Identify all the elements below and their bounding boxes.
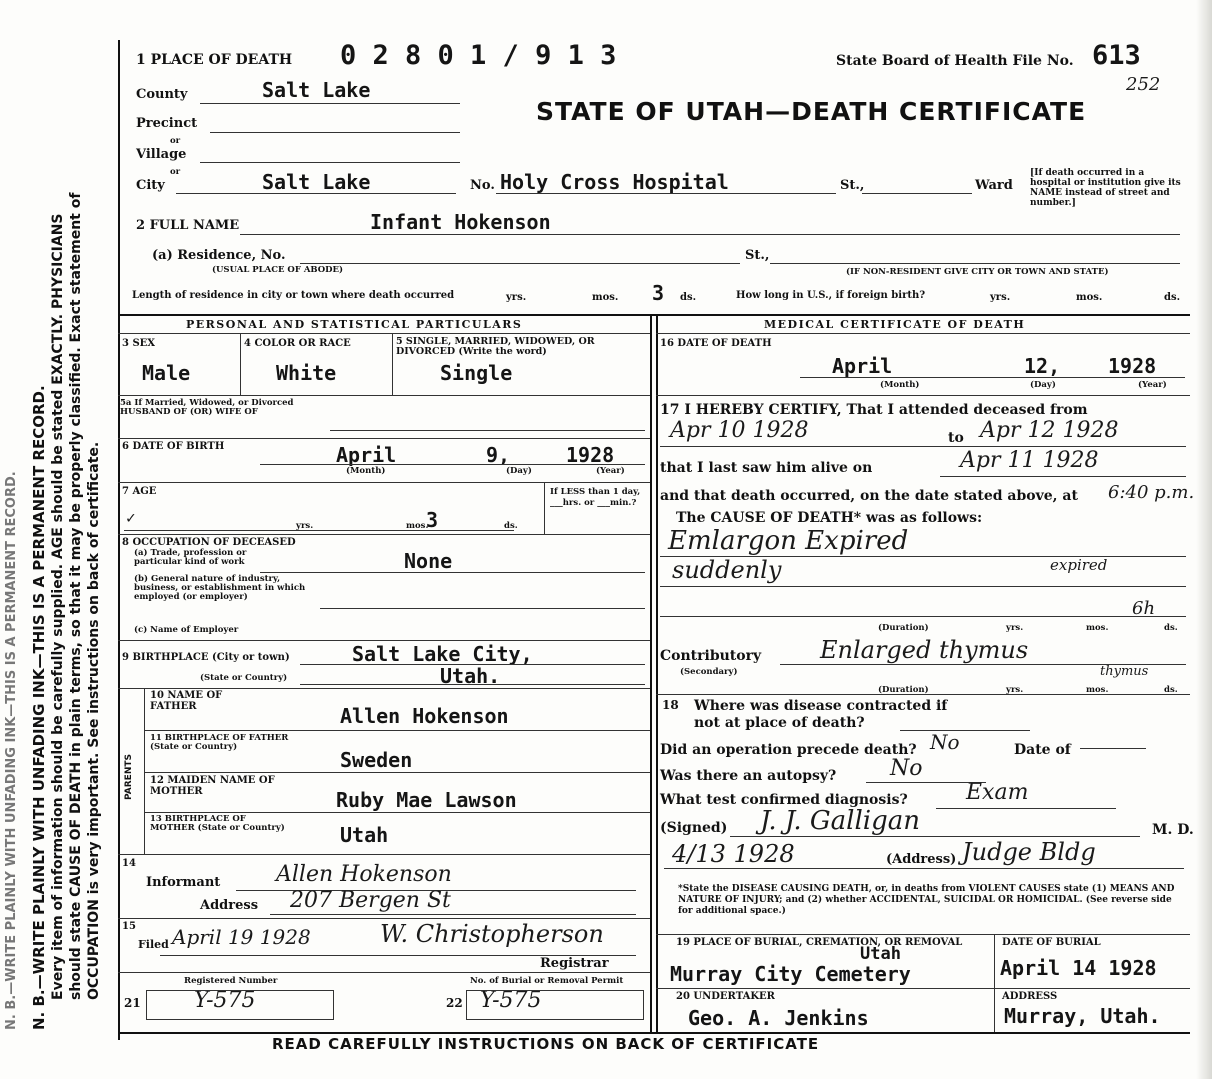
length-days-value: 3 — [652, 281, 665, 305]
test-label: What test confirmed diagnosis? — [660, 792, 908, 808]
physician-address: Judge Bldg — [962, 838, 1096, 866]
page-edge — [1196, 0, 1212, 1079]
dod-day: 12, — [1024, 354, 1061, 378]
registered-number: Y-575 — [194, 988, 256, 1013]
time-of-death: 6:40 p.m. — [1108, 482, 1195, 503]
file-no-label: State Board of Health File No. — [836, 53, 1074, 69]
dob-month-sub: (Month) — [346, 466, 386, 476]
duration-label-1: (Duration) — [878, 623, 929, 633]
side-instruction-faint: N. B.—WRITE PLAINLY WITH UNFADING INK—THIS IS A PERMANENT RECORD. — [4, 471, 19, 1030]
birthplace-state: Utah. — [440, 664, 501, 688]
ward-label: Ward — [975, 178, 1013, 193]
certify-text: 17 I HEREBY CERTIFY, That I attended deceased from — [660, 402, 1088, 418]
item-21: 21 — [124, 996, 141, 1010]
test-value: Exam — [966, 780, 1029, 805]
side-instruction-4: OCCUPATION is very important. See instructions on back of certificate. — [86, 441, 102, 1000]
attended-to-label: to — [948, 430, 964, 446]
item-18: 18 — [662, 698, 679, 712]
color-label: 4 COLOR OR RACE — [244, 338, 351, 349]
length-ds: ds. — [680, 292, 697, 303]
burial-permit-label: No. of Burial or Removal Permit — [470, 976, 624, 986]
street-no-label: No. — [470, 178, 495, 193]
ward-note: [If death occurred in a hospital or institution give its NAME instead of street and number.] — [1030, 168, 1181, 208]
us-yrs: yrs. — [990, 292, 1011, 303]
county-label: County — [136, 87, 188, 102]
age-ds: ds. — [504, 521, 518, 531]
duration-ds-2: ds. — [1164, 685, 1178, 695]
burial-permit-number: Y-575 — [480, 988, 542, 1013]
residence-sublabel: (USUAL PLACE OF ABODE) — [212, 265, 344, 275]
contributory-note: thymus — [1100, 664, 1149, 679]
filed-date: April 19 1928 — [172, 925, 311, 949]
occupation-c-label: (c) Name of Employer — [134, 625, 239, 635]
contributory-label: Contributory — [660, 648, 762, 664]
attended-from: Apr 10 1928 — [670, 418, 809, 443]
place-of-death-label: 1 PLACE OF DEATH — [136, 52, 293, 68]
duration-ds-1: ds. — [1164, 623, 1178, 633]
nonresident-note: (IF NON-RESIDENT GIVE CITY OR TOWN AND STATE) — [846, 267, 1109, 277]
duration-yrs-2: yrs. — [1006, 685, 1024, 695]
death-occurred-text: and that death occurred, on the date stated above, at — [660, 488, 1078, 504]
item-15: 15 — [122, 921, 136, 932]
city-label: City — [136, 178, 165, 193]
age-label: 7 AGE — [122, 486, 157, 497]
contributory-value: Enlarged thymus — [820, 636, 1029, 664]
age-mos: mos. — [406, 521, 429, 531]
birthplace-sublabel: (State or Country) — [200, 673, 288, 683]
cause-note: *State the DISEASE CAUSING DEATH, or, in deaths from VIOLENT CAUSES state (1) MEANS AND NATURE OF INJURY; and (2) whether ACCIDENTAL, SUICIDAL OR HOMICIDAL. (See reverse side for additional space.) — [678, 884, 1175, 916]
registered-number-label: Registered Number — [184, 976, 278, 986]
duration-yrs-1: yrs. — [1006, 623, 1024, 633]
side-instruction-1: N. B.—WRITE PLAINLY WITH UNFADING INK—THIS IS A PERMANENT RECORD. — [30, 385, 48, 1030]
sex-value: Male — [142, 361, 191, 385]
cause-line-1: Emlargon Expired — [668, 526, 909, 556]
undertaker-label: 20 UNDERTAKER — [676, 991, 775, 1002]
age-months-value: 3 — [426, 508, 439, 532]
dob-label: 6 DATE OF BIRTH — [122, 441, 225, 452]
dob-day: 9, — [486, 443, 511, 467]
attended-to: Apr 12 1928 — [980, 418, 1119, 443]
dod-year-sub: (Year) — [1138, 380, 1167, 390]
certificate-title: STATE OF UTAH—DEATH CERTIFICATE — [536, 97, 1087, 126]
age-yrs: yrs. — [296, 521, 314, 531]
item-22: 22 — [446, 996, 463, 1010]
duration-label-2: (Duration) — [878, 685, 929, 695]
mother-birthplace-value: Utah — [340, 823, 389, 847]
occupation-value: None — [404, 549, 453, 573]
us-ds: ds. — [1164, 292, 1181, 303]
item-14: 14 — [122, 858, 136, 869]
undertaker-address-label: ADDRESS — [1002, 991, 1058, 1002]
father-birthplace-value: Sweden — [340, 748, 413, 772]
duration-mos-2: mos. — [1086, 685, 1109, 695]
father-value: Allen Hokenson — [340, 704, 509, 728]
dob-year-sub: (Year) — [596, 466, 625, 476]
precinct-label: Precinct — [136, 116, 198, 131]
county-value: Salt Lake — [262, 78, 371, 102]
or-2: or — [170, 167, 181, 177]
signed-label: (Signed) — [660, 820, 728, 836]
burial-place-label: 19 PLACE OF BURIAL, CREMATION, OR REMOVAL — [676, 937, 963, 948]
length-residence-label: Length of residence in city or town where death occurred — [132, 290, 455, 301]
marital-label: 5 SINGLE, MARRIED, WIDOWED, OR DIVORCED (Write the word) — [396, 336, 595, 357]
marital-value: Single — [440, 361, 513, 385]
file-no: 613 — [1092, 40, 1141, 71]
footer-instructions: READ CAREFULLY INSTRUCTIONS ON BACK OF CERTIFICATE — [272, 1035, 820, 1053]
date-of-death-label: 16 DATE OF DEATH — [660, 338, 772, 349]
city-value: Salt Lake — [262, 170, 371, 194]
less-than-label: If LESS than 1 day, ___hrs. or ___min.? — [550, 487, 641, 508]
side-instruction-3: should state CAUSE OF DEATH in plain terms, so that it may be properly classified. Exact statement of — [68, 192, 84, 1000]
how-long-us-label: How long in U.S., if foreign birth? — [736, 290, 926, 301]
dod-day-sub: (Day) — [1030, 380, 1056, 390]
informant-address: 207 Bergen St — [290, 888, 451, 913]
cause-line-2: suddenly — [672, 556, 782, 584]
cause-line-2-note: expired — [1050, 556, 1108, 574]
medical-section-title: MEDICAL CERTIFICATE OF DEATH — [764, 318, 1026, 331]
burial-date-label: DATE OF BURIAL — [1002, 937, 1101, 948]
physician-signature: J. J. Galligan — [760, 806, 920, 836]
registrar-label: Registrar — [540, 956, 609, 971]
dod-year: 1928 — [1108, 354, 1157, 378]
md-label: M. D. — [1152, 822, 1194, 838]
file-no-handwritten: 252 — [1126, 74, 1161, 95]
filed-label: Filed — [138, 938, 169, 951]
dob-day-sub: (Day) — [506, 466, 532, 476]
burial-state: Utah — [860, 944, 901, 964]
length-mos: mos. — [592, 292, 619, 303]
autopsy-value: No — [890, 756, 923, 781]
street-label: St., — [840, 178, 865, 193]
residence-label: (a) Residence, No. — [152, 248, 286, 263]
physician-address-label: (Address) — [886, 852, 957, 867]
or-1: or — [170, 136, 181, 146]
village-label: Village — [136, 147, 187, 162]
birthplace-label: 9 BIRTHPLACE (City or town) — [122, 652, 290, 663]
residence-street-label: St., — [745, 248, 770, 263]
parents-label: PARENTS — [124, 754, 134, 800]
informant-address-label: Address — [200, 898, 259, 913]
secondary-label: (Secondary) — [680, 667, 738, 677]
signed-date: 4/13 1928 — [672, 840, 795, 868]
dob-month: April — [336, 443, 397, 467]
full-name-label: 2 FULL NAME — [136, 218, 240, 233]
us-mos: mos. — [1076, 292, 1103, 303]
sex-label: 3 SEX — [122, 338, 156, 349]
dod-month-sub: (Month) — [880, 380, 920, 390]
father-label: 10 NAME OF FATHER — [150, 690, 223, 712]
registrar-signature: W. Christopherson — [380, 920, 604, 948]
undertaker-value: Geo. A. Jenkins — [688, 1006, 869, 1030]
duration-value: 6h — [1132, 598, 1156, 619]
side-instruction-2: Every item of information should be carefully supplied. AGE should be stated EXACTLY. PHYSICIANS — [50, 213, 66, 1000]
hospital-value: Holy Cross Hospital — [500, 170, 729, 194]
occupation-a-label: (a) Trade, profession or particular kind of work — [134, 548, 247, 567]
occupation-b-label: (b) General nature of industry, business, or establishment in which employed (or employer) — [134, 574, 306, 602]
birthplace-city: Salt Lake City, — [352, 642, 533, 666]
last-saw-date: Apr 11 1928 — [960, 448, 1099, 473]
burial-date-value: April 14 1928 — [1000, 956, 1157, 980]
operation-value: No — [930, 730, 960, 754]
mother-birthplace-label: 13 BIRTHPLACE OF MOTHER (State or Country) — [150, 814, 285, 833]
dob-year: 1928 — [566, 443, 615, 467]
occupation-label: 8 OCCUPATION OF DECEASED — [122, 537, 296, 548]
color-value: White — [276, 361, 337, 385]
father-birthplace-label: 11 BIRTHPLACE OF FATHER (State or Country) — [150, 733, 289, 752]
cause-of-death-label: The CAUSE OF DEATH* was as follows: — [676, 510, 983, 526]
last-saw-text: that I last saw him alive on — [660, 460, 873, 476]
dod-month: April — [832, 354, 893, 378]
where-contracted-label: Where was disease contracted if not at place of death? — [694, 698, 948, 731]
informant-signature: Allen Hokenson — [276, 862, 452, 887]
burial-place-value: Murray City Cemetery — [670, 962, 911, 986]
spouse-label: 5a If Married, Widowed, or Divorced HUSBAND OF (OR) WIFE OF — [120, 398, 294, 417]
mother-label: 12 MAIDEN NAME OF MOTHER — [150, 775, 275, 797]
operation-date-label: Date of — [1014, 742, 1071, 758]
length-yrs: yrs. — [506, 292, 527, 303]
informant-label: Informant — [146, 875, 221, 890]
autopsy-label: Was there an autopsy? — [660, 768, 837, 784]
certificate-number-stamp: 0 2 8 0 1 / 9 1 3 — [340, 40, 617, 71]
age-yrs-mark: ✓ — [126, 508, 136, 527]
operation-label: Did an operation precede death? — [660, 742, 917, 758]
duration-mos-1: mos. — [1086, 623, 1109, 633]
personal-section-title: PERSONAL AND STATISTICAL PARTICULARS — [186, 318, 523, 331]
full-name-value: Infant Hokenson — [370, 210, 551, 234]
mother-value: Ruby Mae Lawson — [336, 788, 517, 812]
undertaker-address-value: Murray, Utah. — [1004, 1004, 1161, 1028]
